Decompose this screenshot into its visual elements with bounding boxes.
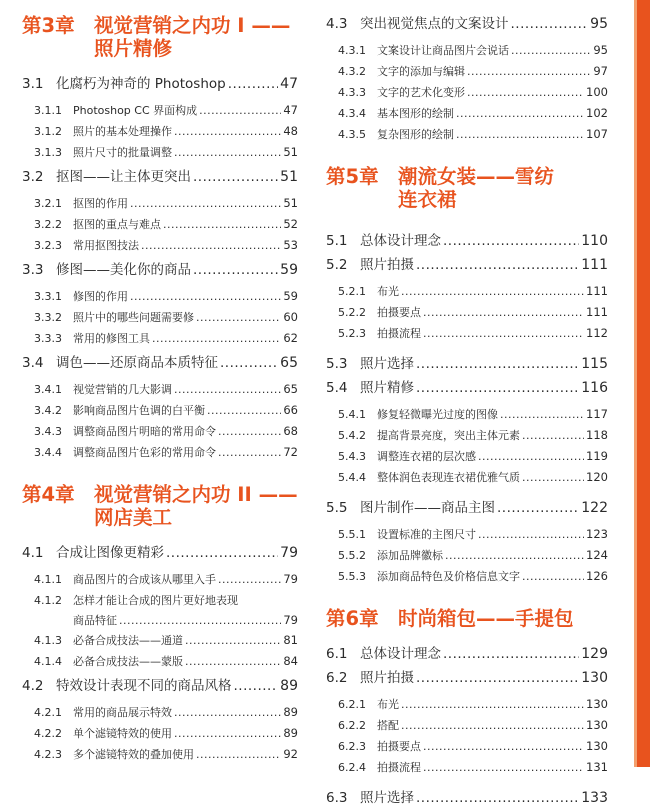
subsection-title: 照片尺寸的批量调整	[73, 146, 172, 159]
section-title: 特效设计表现不同的商品风格	[56, 678, 232, 694]
chapter-4-heading	[22, 483, 298, 529]
page-number: 110	[581, 233, 608, 249]
page-number: 79	[283, 613, 298, 627]
page-number: 89	[283, 726, 298, 740]
subsection-title: 设置标准的主图尺寸	[377, 528, 476, 541]
section-number: 6.3	[326, 790, 348, 806]
subsection-number: 5.5.2	[338, 549, 366, 562]
subsection-number: 5.5.1	[338, 528, 366, 541]
page-number: 126	[586, 569, 608, 583]
subsection-title: 常用抠图技法	[73, 239, 139, 252]
section-number: 3.1	[22, 76, 44, 92]
subsection-number: 5.4.1	[338, 408, 366, 421]
subsection-title: 文字的添加与编辑	[377, 65, 465, 78]
page-number: 79	[280, 545, 298, 561]
page-number: 133	[581, 790, 608, 806]
section-title: 突出视觉焦点的文案设计	[360, 16, 509, 32]
subsection-number: 3.4.1	[34, 383, 62, 396]
subsection-title: 添加商品特色及价格信息文字	[377, 570, 520, 583]
chapter-title-line: 连衣裙	[398, 188, 457, 211]
toc-subsection-4-3-3[interactable]	[326, 84, 608, 105]
subsection-number: 6.2.3	[338, 740, 366, 753]
subsection-number: 5.5.3	[338, 570, 366, 583]
page-number: 97	[593, 64, 608, 78]
toc-section-3-4[interactable]	[22, 351, 298, 375]
subsection-title: 拍摄流程	[377, 761, 421, 774]
subsection-number: 3.2.2	[34, 218, 62, 231]
subsection-number: 3.3.3	[34, 332, 62, 345]
toc-section-4-3[interactable]	[326, 12, 608, 36]
chapter-title-line: 网店美工	[94, 506, 173, 529]
toc-section-5-3[interactable]	[326, 352, 608, 376]
page-number: 53	[283, 238, 298, 252]
toc-section-5-1[interactable]	[326, 229, 608, 253]
toc-subsection-4-2-2[interactable]	[22, 725, 298, 746]
toc-subsection-5-4-1[interactable]	[326, 406, 608, 427]
subsection-number: 3.4.2	[34, 404, 62, 417]
subsection-title: 布光	[377, 698, 399, 711]
toc-subsection-5-2-3[interactable]	[326, 325, 608, 346]
toc-subsection-6-2-4[interactable]	[326, 759, 608, 780]
toc-section-3-3[interactable]	[22, 258, 298, 282]
toc-section-5-2[interactable]	[326, 253, 608, 277]
page-number: 116	[581, 380, 608, 396]
subsection-number: 6.2.2	[338, 719, 366, 732]
subsection-title: 抠图的重点与难点	[73, 218, 161, 231]
page-number: 84	[283, 654, 298, 668]
section-number: 4.1	[22, 545, 44, 561]
section-title: 照片选择	[360, 790, 414, 806]
subsection-title: 常用的商品展示特效	[73, 706, 172, 719]
toc-subsection-5-5-2[interactable]	[326, 547, 608, 568]
section-number: 6.1	[326, 646, 348, 662]
section-title: 修图——美化你的商品	[56, 262, 191, 278]
toc-subsection-3-1-2[interactable]	[22, 123, 298, 144]
section-number: 6.2	[326, 670, 348, 686]
chapter-5-heading	[326, 165, 608, 211]
page-number: 118	[586, 428, 608, 442]
chapter-title-line: 视觉营销之内功 I ——	[94, 14, 291, 37]
subsection-title: 必备合成技法——通道	[73, 634, 183, 647]
subsection-title: 调整商品图片明暗的常用命令	[73, 425, 216, 438]
toc-subsection-5-5-3[interactable]	[326, 568, 608, 589]
subsection-number: 5.4.4	[338, 471, 366, 484]
page-number: 51	[283, 196, 298, 210]
subsection-title: 拍摄要点	[377, 306, 421, 319]
section-number: 4.3	[326, 16, 348, 32]
section-title: 照片精修	[360, 380, 414, 396]
subsection-number: 3.3.2	[34, 311, 62, 324]
toc-subsection-4-1-1[interactable]	[22, 571, 298, 592]
subsection-title: 照片的基本处理操作	[73, 125, 172, 138]
toc-section-3-2[interactable]	[22, 165, 298, 189]
chapter-number: 第5章	[326, 165, 379, 188]
page-number: 120	[586, 470, 608, 484]
subsection-title: 布光	[377, 285, 399, 298]
chapter-number: 第3章	[22, 14, 75, 37]
page-number: 111	[581, 257, 608, 273]
section-number: 3.2	[22, 169, 44, 185]
page-number: 95	[590, 16, 608, 32]
subsection-number: 6.2.4	[338, 761, 366, 774]
subsection-title: 常用的修图工具	[73, 332, 150, 345]
toc-subsection-4-3-4[interactable]	[326, 105, 608, 126]
toc-subsection-6-2-1[interactable]	[326, 696, 608, 717]
section-title: 图片制作——商品主图	[360, 500, 495, 516]
subsection-number: 3.2.3	[34, 239, 62, 252]
page-number: 62	[283, 331, 298, 345]
subsection-title: 文字的艺术化变形	[377, 86, 465, 99]
page-number: 95	[593, 43, 608, 57]
subsection-title: 修图的作用	[73, 290, 128, 303]
toc-section-3-1[interactable]	[22, 72, 298, 96]
subsection-title: 复杂图形的绘制	[377, 128, 454, 141]
subsection-number: 3.1.2	[34, 125, 62, 138]
section-number: 3.4	[22, 355, 44, 371]
section-number: 5.4	[326, 380, 348, 396]
subsection-title-continued: 商品特征	[73, 614, 117, 627]
subsection-title: 搭配	[377, 719, 399, 732]
toc-subsection-6-2-3[interactable]	[326, 738, 608, 759]
page-number: 119	[586, 449, 608, 463]
subsection-number: 4.2.3	[34, 748, 62, 761]
toc-subsection-5-5-1[interactable]	[326, 526, 608, 547]
subsection-title: 调整连衣裙的层次感	[377, 450, 476, 463]
page-number: 47	[283, 103, 298, 117]
toc-section-5-5[interactable]	[326, 496, 608, 520]
section-title: 调色——还原商品本质特征	[56, 355, 218, 371]
chapter-title-line: 时尚箱包——手提包	[398, 607, 574, 630]
subsection-number: 4.1.1	[34, 573, 62, 586]
subsection-number: 4.2.1	[34, 706, 62, 719]
chapter-title-line: 照片精修	[94, 37, 173, 60]
toc-subsection-3-2-3[interactable]	[22, 237, 298, 258]
toc-subsection-3-4-3[interactable]	[22, 423, 298, 444]
subsection-number: 4.3.4	[338, 107, 366, 120]
page-number: 60	[283, 310, 298, 324]
subsection-number: 5.4.2	[338, 429, 366, 442]
toc-subsection-5-2-2[interactable]	[326, 304, 608, 325]
subsection-title: 提高背景亮度，突出主体元素	[377, 429, 520, 442]
section-title: 总体设计理念	[360, 646, 441, 662]
toc-subsection-4-1-2[interactable]	[22, 592, 298, 612]
section-title: 化腐朽为神奇的 Photoshop	[56, 76, 226, 92]
toc-right-column	[326, 0, 608, 810]
section-number: 5.2	[326, 257, 348, 273]
subsection-number: 3.4.3	[34, 425, 62, 438]
subsection-number: 4.3.1	[338, 44, 366, 57]
toc-subsection-3-3-2[interactable]	[22, 309, 298, 330]
subsection-title: 调整商品图片色彩的常用命令	[73, 446, 216, 459]
toc-subsection-5-2-1[interactable]	[326, 283, 608, 304]
toc-subsection-4-3-2[interactable]	[326, 63, 608, 84]
toc-subsection-3-1-3[interactable]	[22, 144, 298, 165]
toc-subsection-6-2-2[interactable]	[326, 717, 608, 738]
toc-subsection-4-3-5[interactable]	[326, 126, 608, 147]
subsection-title: 单个滤镜特效的使用	[73, 727, 172, 740]
page-number: 81	[283, 633, 298, 647]
page-number: 122	[581, 500, 608, 516]
subsection-title: 修复轻微曝光过度的图像	[377, 408, 498, 421]
subsection-number: 3.3.1	[34, 290, 62, 303]
page-number: 65	[283, 382, 298, 396]
page-edge-bar	[634, 0, 650, 767]
subsection-title: 拍摄流程	[377, 327, 421, 340]
subsection-title: 必备合成技法——蒙版	[73, 655, 183, 668]
chapter-number: 第4章	[22, 483, 75, 506]
page-number: 112	[586, 326, 608, 340]
subsection-number: 5.2.3	[338, 327, 366, 340]
section-number: 4.2	[22, 678, 44, 694]
chapter-title-line: 潮流女装——雪纺	[398, 165, 555, 188]
toc-subsection-3-4-4[interactable]	[22, 444, 298, 465]
page-number: 107	[586, 127, 608, 141]
section-number: 5.3	[326, 356, 348, 372]
page-number: 130	[581, 670, 608, 686]
toc-subsection-4-2-1[interactable]	[22, 704, 298, 725]
subsection-number: 4.3.3	[338, 86, 366, 99]
page-number: 51	[283, 145, 298, 159]
toc-subsection-4-1-4[interactable]	[22, 653, 298, 674]
page-number: 68	[283, 424, 298, 438]
page-number: 79	[283, 572, 298, 586]
page-number: 51	[280, 169, 298, 185]
toc-subsection-3-4-1[interactable]	[22, 381, 298, 402]
subsection-number: 4.3.2	[338, 65, 366, 78]
page-number: 130	[586, 718, 608, 732]
toc-subsection-3-2-2[interactable]	[22, 216, 298, 237]
subsection-number: 3.1.3	[34, 146, 62, 159]
page-number: 129	[581, 646, 608, 662]
section-title: 照片拍摄	[360, 670, 414, 686]
subsection-title: 抠图的作用	[73, 197, 128, 210]
subsection-title: 拍摄要点	[377, 740, 421, 753]
subsection-number: 4.2.2	[34, 727, 62, 740]
section-number: 5.5	[326, 500, 348, 516]
subsection-title: 文案设计让商品图片会说话	[377, 44, 509, 57]
subsection-number: 4.1.3	[34, 634, 62, 647]
toc-subsection-4-1-3[interactable]	[22, 632, 298, 653]
page-number: 92	[283, 747, 298, 761]
toc-subsection-3-3-3[interactable]	[22, 330, 298, 351]
toc-subsection-4-3-1[interactable]	[326, 42, 608, 63]
subsection-number: 3.4.4	[34, 446, 62, 459]
page-number: 115	[581, 356, 608, 372]
page-number: 47	[280, 76, 298, 92]
chapter-title-line: 视觉营销之内功 II ——	[94, 483, 298, 506]
page-number: 66	[283, 403, 298, 417]
page-number: 124	[586, 548, 608, 562]
page-number: 123	[586, 527, 608, 541]
toc-subsection-4-1-2-continued[interactable]	[22, 612, 298, 632]
page-number: 111	[586, 305, 608, 319]
subsection-number: 4.3.5	[338, 128, 366, 141]
section-number: 3.3	[22, 262, 44, 278]
subsection-number: 3.2.1	[34, 197, 62, 210]
page-number: 111	[586, 284, 608, 298]
subsection-title: 商品图片的合成该从哪里入手	[73, 573, 216, 586]
toc-section-5-4[interactable]	[326, 376, 608, 400]
subsection-number: 5.4.3	[338, 450, 366, 463]
subsection-title: 怎样才能让合成的图片更好地表现	[73, 594, 238, 607]
page-number: 130	[586, 739, 608, 753]
subsection-number: 3.1.1	[34, 104, 62, 117]
toc-section-4-2[interactable]	[22, 674, 298, 698]
subsection-number: 5.2.1	[338, 285, 366, 298]
toc-subsection-5-4-4[interactable]	[326, 469, 608, 490]
subsection-title: Photoshop CC 界面构成	[73, 104, 198, 117]
section-number: 5.1	[326, 233, 348, 249]
subsection-title: 照片中的哪些问题需要修	[73, 311, 194, 324]
subsection-number: 6.2.1	[338, 698, 366, 711]
subsection-title: 影响商品图片色调的白平衡	[73, 404, 205, 417]
chapter-6-heading	[326, 607, 608, 630]
page-number: 52	[283, 217, 298, 231]
toc-section-6-3[interactable]	[326, 786, 608, 810]
subsection-title: 基本图形的绘制	[377, 107, 454, 120]
page-number: 48	[283, 124, 298, 138]
chapter-3-heading	[22, 14, 298, 60]
toc-subsection-3-2-1[interactable]	[22, 195, 298, 216]
subsection-title: 整体润色表现连衣裙优雅气质	[377, 471, 520, 484]
subsection-number: 4.1.2	[34, 594, 62, 607]
section-title: 照片拍摄	[360, 257, 414, 273]
toc-subsection-3-1-1[interactable]	[22, 102, 298, 123]
subsection-number: 4.1.4	[34, 655, 62, 668]
page-number: 72	[283, 445, 298, 459]
page-number: 89	[280, 678, 298, 694]
section-title: 照片选择	[360, 356, 414, 372]
section-title: 合成让图像更精彩	[56, 545, 164, 561]
page-number: 89	[283, 705, 298, 719]
page-number: 130	[586, 697, 608, 711]
toc-subsection-3-3-1[interactable]	[22, 288, 298, 309]
section-title: 总体设计理念	[360, 233, 441, 249]
section-title: 抠图——让主体更突出	[56, 169, 191, 185]
page-number: 102	[586, 106, 608, 120]
page-number: 131	[586, 760, 608, 774]
page-number: 100	[586, 85, 608, 99]
page-number: 117	[586, 407, 608, 421]
toc-section-6-1[interactable]	[326, 642, 608, 666]
subsection-number: 5.2.2	[338, 306, 366, 319]
toc-subsection-5-4-3[interactable]	[326, 448, 608, 469]
toc-section-4-1[interactable]	[22, 541, 298, 565]
toc-subsection-4-2-3[interactable]	[22, 746, 298, 767]
toc-left-column	[22, 0, 298, 767]
toc-section-6-2[interactable]	[326, 666, 608, 690]
toc-subsection-5-4-2[interactable]	[326, 427, 608, 448]
chapter-number: 第6章	[326, 607, 379, 630]
toc-subsection-3-4-2[interactable]	[22, 402, 298, 423]
subsection-title: 视觉营销的几大影调	[73, 383, 172, 396]
subsection-title: 添加品牌徽标	[377, 549, 443, 562]
page-number: 59	[280, 262, 298, 278]
page-number: 65	[280, 355, 298, 371]
page-number: 59	[283, 289, 298, 303]
subsection-title: 多个滤镜特效的叠加使用	[73, 748, 194, 761]
